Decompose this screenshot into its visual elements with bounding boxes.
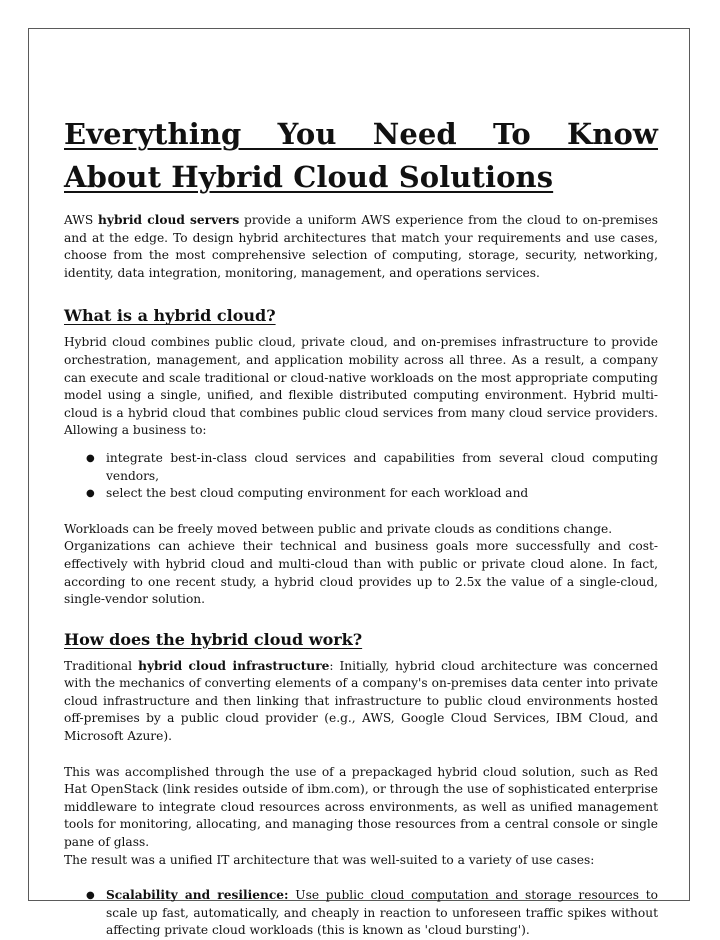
list-item-text: select the best cloud computing environment for each workload and bbox=[106, 486, 529, 501]
section1-paragraph: Hybrid cloud combines public cloud, private cloud, and on-premises infrastructure to provide orchestration, management, and application mobility across all three. As a result, a company can execute and scale traditional or cloud-native workloads on the most appropriate computing model using a single, unified, and flexible distributed computing environment. Hybrid multi-cloud is a hybrid cloud that combines public cloud services from many cloud service providers. Allowing a business to: bbox=[64, 335, 658, 438]
intro-bold-term: hybrid cloud servers bbox=[98, 213, 240, 227]
section2-paragraph-1 bbox=[64, 658, 658, 746]
section1-paragraph-2: Workloads can be freely moved between public and private clouds as conditions change. bbox=[64, 521, 613, 536]
section-heading-what-is: What is a hybrid cloud? bbox=[64, 306, 276, 326]
list-item-text: Use public cloud computation and storage resources to scale up fast, automatically, and cheaply in reaction to unforeseen traffic spikes without affecting private cloud workloads (this is known as 'cloud bursting'). bbox=[106, 888, 658, 938]
spacer bbox=[64, 503, 658, 521]
bullet-icon: ● bbox=[86, 488, 95, 500]
bullet-icon: ● bbox=[86, 452, 95, 464]
section2-bullet-list bbox=[64, 887, 658, 940]
spacer bbox=[64, 746, 658, 764]
p1-bold-term: hybrid cloud infrastructure bbox=[138, 658, 330, 673]
section-heading-how-works: How does the hybrid cloud work? bbox=[64, 629, 363, 649]
list-item bbox=[64, 485, 658, 503]
p1-rest: : Initially, hybrid cloud architecture was concerned with the mechanics of converting elements of a company's on-premises data center into private cloud infrastructure and then linking that infrastructure to public cloud environments hosted off-premises by a public cloud provider (e.g., AWS, Google Cloud Services, IBM Cloud, and Microsoft Azure). bbox=[64, 658, 658, 744]
intro-paragraph bbox=[64, 212, 658, 282]
list-item-bold: Scalability and resilience: bbox=[106, 888, 289, 903]
document-page bbox=[28, 28, 690, 938]
list-item bbox=[64, 450, 658, 485]
list-item-text: integrate best-in-class cloud services and capabilities from several cloud computing vendors, bbox=[106, 450, 658, 483]
document-content bbox=[64, 113, 658, 940]
page-title: Everything You Need To Know About Hybrid Cloud Solutions bbox=[64, 117, 658, 194]
section1-paragraph-3: Organizations can achieve their technical and business goals more successfully and cost-effectively with hybrid cloud and multi-cloud than with public or private cloud alone. In fact, according to one recent study, a hybrid cloud provides up to 2.5x the value of a single-cloud, single-vendor solution. bbox=[64, 539, 658, 607]
section2-paragraph-2: This was accomplished through the use of a prepackaged hybrid cloud solution, such as Red Hat OpenStack (link resides outside of ibm.com), or through the use of sophisticated enterprise middleware to integrate cloud resources across environments, as well as unified management tools for monitoring, allocating, and managing those resources from a central console or single pane of glass. bbox=[64, 764, 658, 850]
spacer bbox=[64, 869, 658, 887]
list-item bbox=[64, 887, 658, 940]
intro-prefix: AWS bbox=[64, 213, 99, 227]
p1-prefix: Traditional bbox=[64, 658, 139, 673]
bullet-icon: ● bbox=[86, 890, 95, 902]
section1-bullet-list bbox=[64, 450, 658, 503]
section2-paragraph-3: The result was a unified IT architecture that was well-suited to a variety of use cases: bbox=[64, 852, 595, 867]
intro-rest: provide a uniform AWS experience from the cloud to on-premises and at the edge. To design hybrid architectures that match your requirements and use cases, choose from the most comprehensive selection of computing, storage, security, networking, identity, data integration, monitoring, management, and operations services. bbox=[64, 213, 658, 280]
